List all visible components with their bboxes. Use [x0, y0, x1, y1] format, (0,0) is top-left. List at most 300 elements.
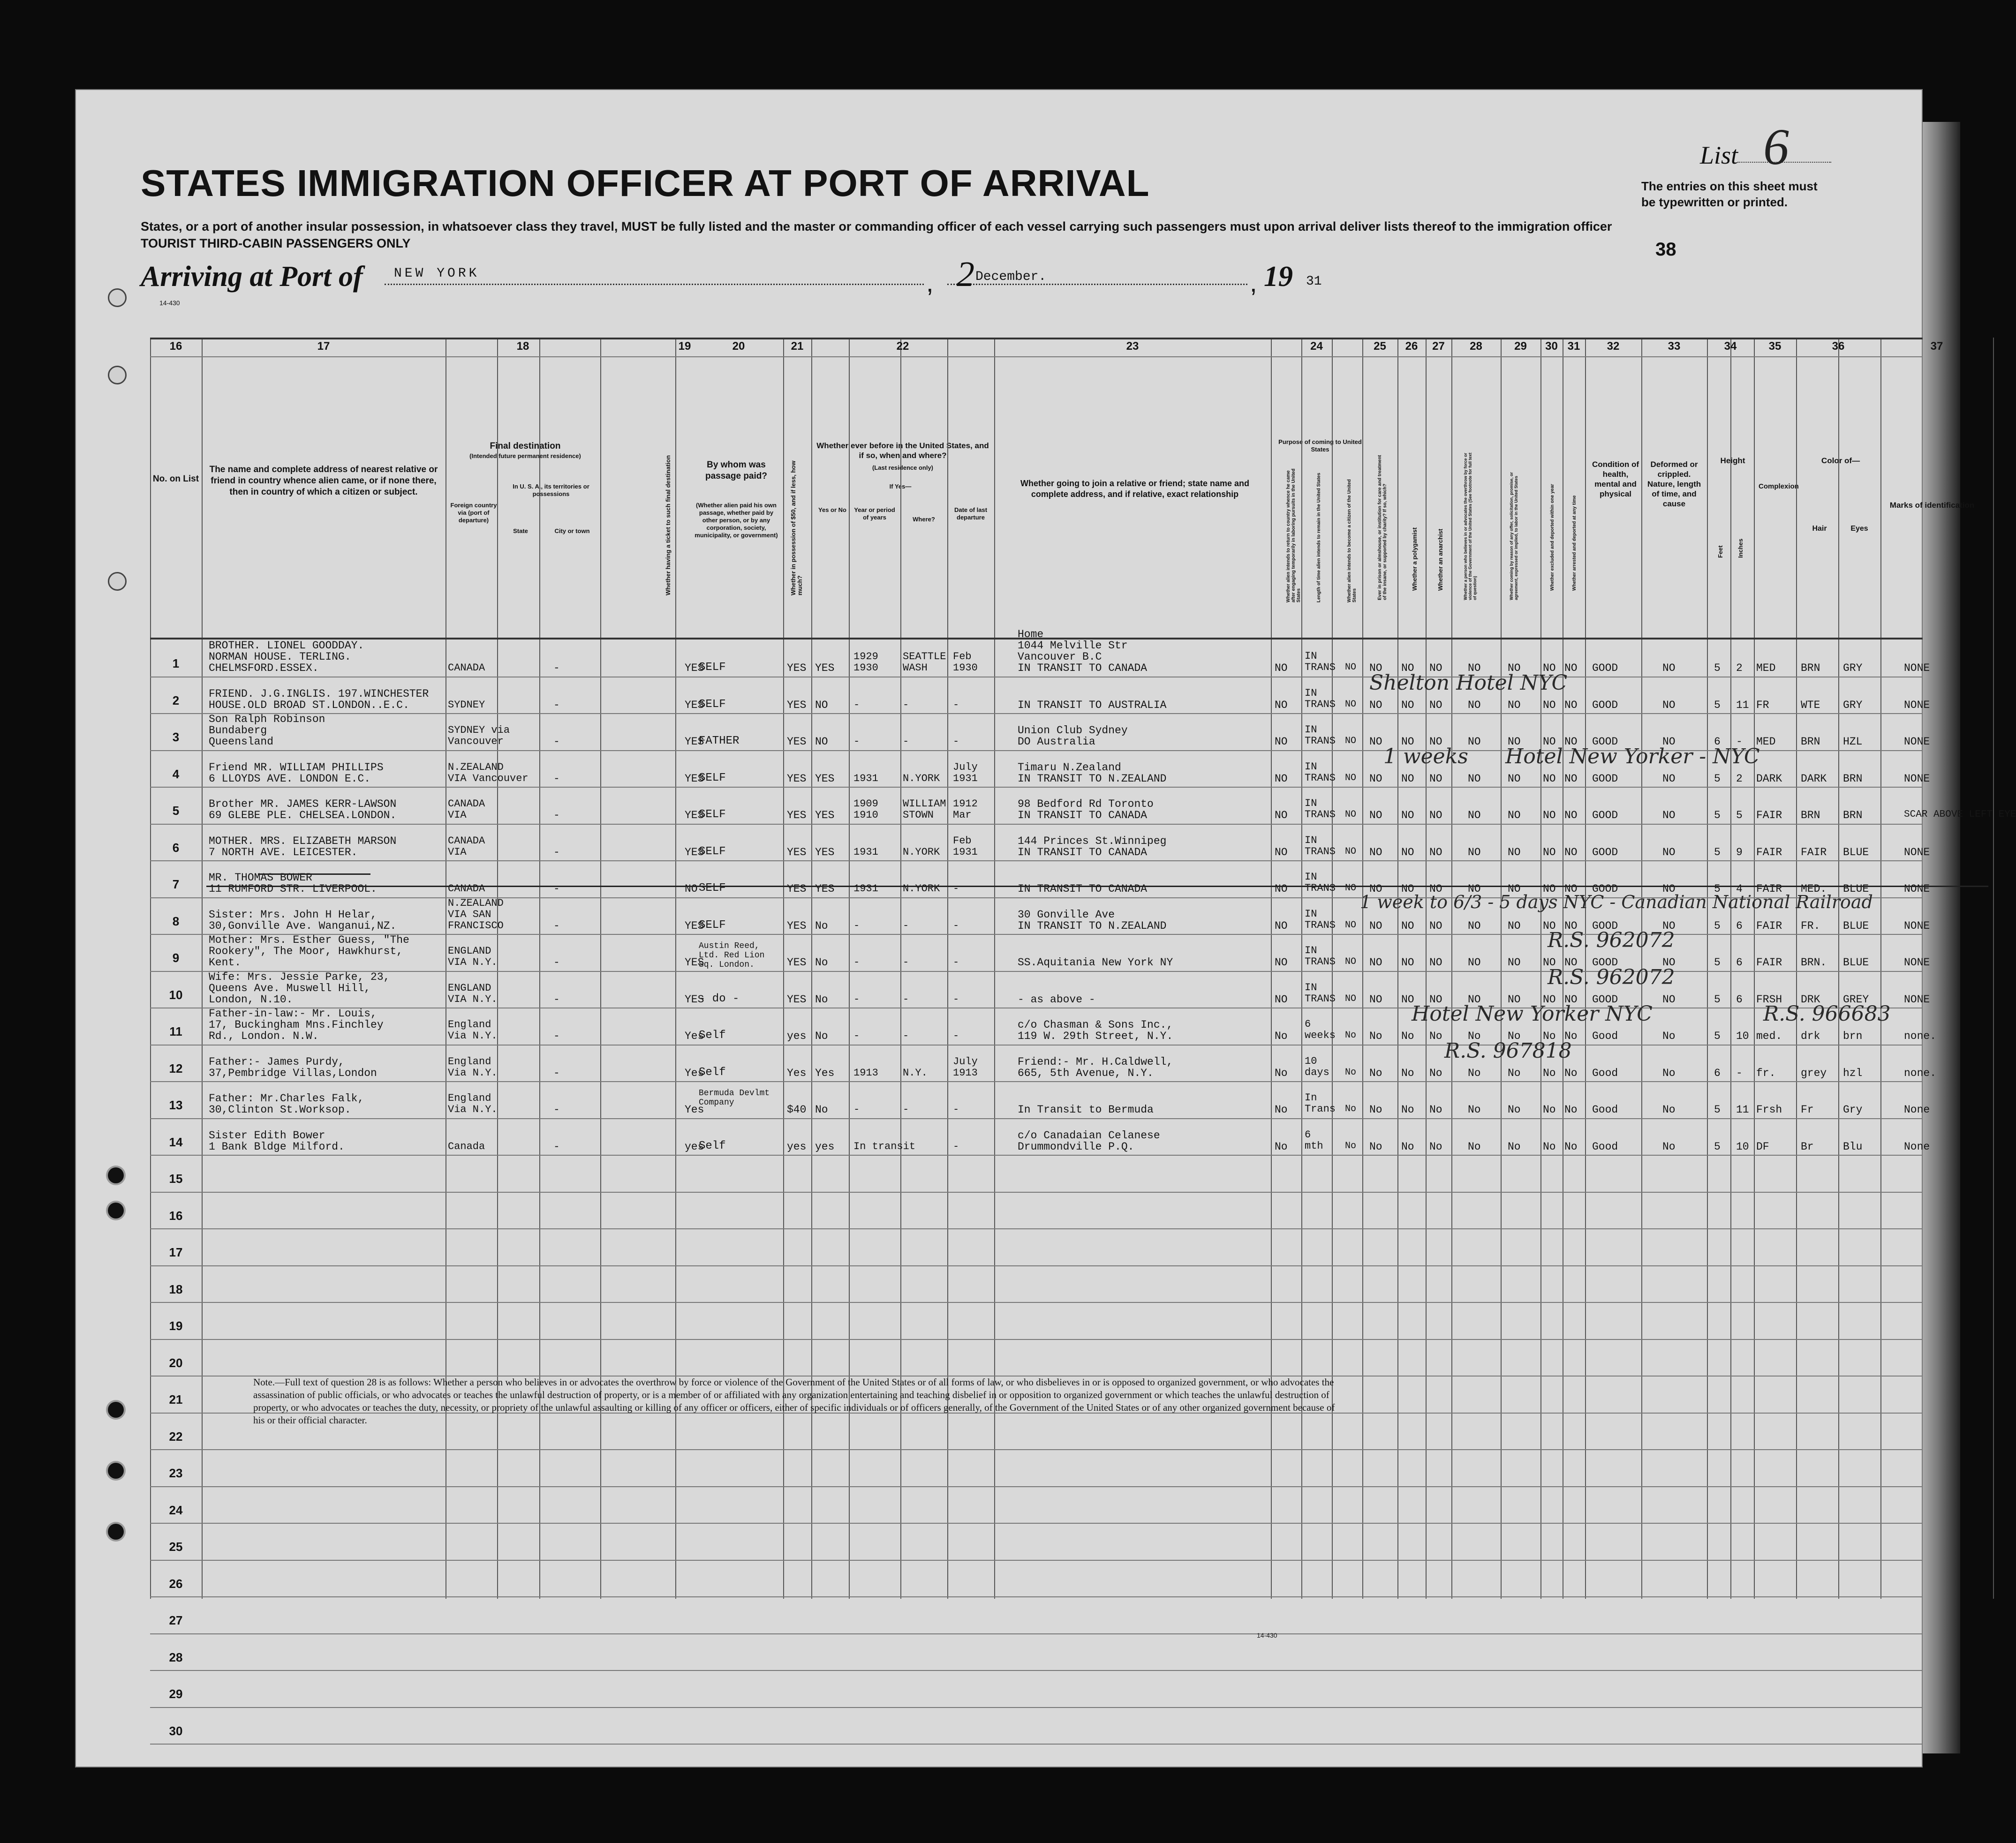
departure-date: 1912: [953, 798, 978, 810]
manifest-page: [75, 89, 2016, 1768]
field-ticket: YES: [685, 846, 704, 858]
field-ticket: YES: [685, 993, 704, 1006]
field-feet: 6: [1714, 1067, 1721, 1079]
join-relative: IN TRANSIT TO AUSTRALIA: [1018, 699, 1167, 711]
field-city: -: [553, 883, 560, 895]
handwritten-annotation: R.S. 962072: [1548, 965, 1675, 989]
field-deformed: No: [1662, 1067, 1676, 1079]
field-c27: No: [1429, 1030, 1442, 1042]
relative-address: Father: Mr.Charles Falk,: [209, 1092, 364, 1105]
row-number: 13: [169, 1098, 183, 1112]
length-of-stay: IN TRANS: [1305, 945, 1336, 968]
departure-date: -: [953, 919, 959, 932]
field-citizen: NO: [1345, 809, 1357, 820]
relative-address: Mother: Mrs. Esther Guess, "The: [209, 934, 409, 946]
previous-years: -: [853, 993, 860, 1005]
previous-years: -: [853, 1104, 860, 1115]
field-feet: 5: [1714, 772, 1721, 785]
field-complexion: FAIR: [1756, 883, 1782, 895]
field-hair: grey: [1801, 1067, 1827, 1079]
previous-years: -: [853, 956, 860, 968]
passage-paid: SELF: [699, 808, 726, 821]
field-eyes: BRN: [1843, 772, 1863, 785]
foreign-destination: CANADA: [448, 798, 485, 810]
field-c29: NO: [1508, 772, 1521, 785]
foreign-destination: N.ZEALAND: [448, 761, 504, 773]
field-c28: NO: [1468, 809, 1481, 821]
join-relative: Union Club Sydney: [1018, 724, 1128, 737]
field-c29: No: [1508, 1104, 1521, 1116]
previous-years: 1910: [853, 809, 878, 821]
foreign-destination: VIA: [448, 846, 467, 858]
column-number: 24: [1310, 340, 1323, 353]
relative-address: 37,Pembridge Villas,London: [209, 1067, 377, 1079]
field-c28: NO: [1468, 699, 1481, 711]
field-c28: NO: [1468, 993, 1481, 1006]
field-health: GOOD: [1592, 662, 1618, 674]
field-hair: FR.: [1801, 919, 1820, 932]
field-marks: NONE: [1904, 919, 1930, 932]
field-c27: NO: [1429, 883, 1442, 895]
field-citizen: No: [1345, 1104, 1357, 1114]
punch-hole: [108, 572, 127, 591]
field-marks: SCAR ABOVE LEFT EYE: [1904, 809, 2016, 820]
field-health: GOOD: [1592, 956, 1618, 969]
length-of-stay: 10 days: [1305, 1055, 1329, 1078]
field-hair: BRN.: [1801, 956, 1827, 969]
passage-paid: Self: [699, 1139, 726, 1152]
column-rule: [1362, 338, 1363, 1599]
list-number: 6: [1763, 118, 1789, 175]
column-number: 17: [317, 340, 330, 353]
field-c26: NO: [1401, 662, 1414, 674]
field-hair: BRN: [1801, 662, 1820, 674]
field-health: GOOD: [1592, 919, 1618, 932]
join-relative: Timaru N.Zealand: [1018, 761, 1121, 774]
field-marks: NONE: [1904, 956, 1930, 969]
column-number: 28: [1470, 340, 1482, 353]
foreign-destination: CANADA: [448, 883, 485, 895]
join-relative: IN TRANSIT TO N.ZEALAND: [1018, 919, 1167, 932]
foreign-destination: ENGLAND: [448, 982, 491, 994]
year-prefix: 19: [1264, 261, 1293, 293]
field-ret: NO: [1275, 699, 1288, 711]
field-c25: NO: [1369, 919, 1382, 932]
field-c28: No: [1468, 1104, 1481, 1116]
column-number: 35: [1768, 340, 1782, 353]
field-marks: NONE: [1904, 772, 1930, 785]
field-eyes: GREY: [1843, 993, 1869, 1006]
previous-where: -: [903, 1104, 909, 1115]
relative-address: 6 LLOYDS AVE. LONDON E.C.: [209, 772, 371, 785]
field-c25: NO: [1369, 956, 1382, 969]
passage-paid: SELF: [699, 882, 726, 895]
relative-address: Son Ralph Robinson: [209, 713, 325, 725]
header-departure-date: Date of last departure: [954, 506, 988, 521]
column-number: 32: [1607, 340, 1620, 353]
join-relative: IN TRANSIT TO CANADA: [1018, 883, 1148, 895]
field-c28: No: [1468, 1067, 1481, 1079]
row-number: 25: [169, 1540, 183, 1554]
row-number: 6: [172, 840, 180, 855]
column-rule: [150, 338, 151, 1599]
join-relative: Home: [1018, 628, 1044, 640]
previous-where: N.YORK: [903, 883, 940, 895]
field-citizen: No: [1345, 1030, 1357, 1041]
row-number: 22: [169, 1429, 183, 1444]
previous-years: In transit: [853, 1140, 916, 1152]
field-feet: 5: [1714, 883, 1721, 895]
previous-where: N.Y.: [903, 1067, 928, 1079]
form-subtitle: [141, 218, 1669, 252]
foreign-destination: ENGLAND: [448, 945, 491, 957]
row-rule: [150, 787, 1923, 788]
field-health: GOOD: [1592, 809, 1618, 821]
field-inches: 6: [1736, 956, 1743, 969]
field-complexion: DARK: [1756, 772, 1782, 785]
field-complexion: MED: [1756, 736, 1776, 748]
field-city: -: [553, 1140, 560, 1153]
row-number: 8: [172, 914, 180, 928]
row-rule: [150, 1192, 1923, 1193]
field-inches: 11: [1736, 1104, 1749, 1116]
row-rule: [150, 1081, 1923, 1082]
column-number: 26: [1405, 340, 1418, 353]
column-rule: [1730, 338, 1731, 1599]
field-hair: FAIR: [1801, 846, 1827, 858]
field-money: YES: [787, 993, 807, 1006]
field-ticket: Yes: [685, 1067, 704, 1079]
row-number: 23: [169, 1466, 183, 1480]
header-anarchist: Whether an anarchist: [1437, 528, 1444, 591]
foreign-destination: CANADA: [448, 835, 485, 847]
field-c25: NO: [1369, 809, 1382, 821]
relative-address: Queens Ave. Muswell Hill,: [209, 982, 371, 994]
column-number: 16: [169, 340, 182, 353]
field-eyes: brn: [1843, 1030, 1863, 1042]
row-number: 4: [172, 767, 180, 781]
field-c25: No: [1369, 1030, 1382, 1042]
foreign-destination: VIA Vancouver: [448, 772, 529, 784]
strike-through-row-7: [206, 886, 1988, 887]
field-deformed: NO: [1662, 993, 1676, 1006]
length-of-stay: IN TRANS: [1305, 650, 1336, 673]
row-number: 10: [169, 987, 183, 1002]
field-hair: BRN: [1801, 736, 1820, 748]
row-rule: [150, 1302, 1923, 1303]
column-rule: [1451, 338, 1452, 1599]
handwritten-annotation: Hotel New Yorker NYC: [1412, 1002, 1653, 1026]
field-c29: NO: [1508, 846, 1521, 858]
header-passage-paid-sub: (Whether alien paid his own passage, whether paid by other person, or by any corporation, society, municipality, or government): [695, 502, 778, 539]
form-title: STATES IMMIGRATION OFFICER AT PORT OF ARRIVAL: [141, 162, 1150, 204]
field-ticket: NO: [685, 883, 698, 895]
departure-date: 1913: [953, 1067, 978, 1079]
handwritten-annotation: 1 week to 6/3 - 5 days NYC - Canadian National Railroad: [1360, 891, 1873, 912]
header-inches: Inches: [1737, 538, 1744, 558]
join-relative: Friend:- Mr. H.Caldwell,: [1018, 1055, 1173, 1068]
field-c26: NO: [1401, 956, 1414, 969]
length-of-stay: 6 weeks: [1305, 1018, 1336, 1041]
join-relative: Drummondville P.Q.: [1018, 1140, 1134, 1153]
field-citizen: NO: [1345, 956, 1357, 967]
previous-years: 1931: [853, 772, 878, 784]
previous-where: WASH: [903, 662, 928, 674]
field-c30: NO: [1543, 883, 1556, 895]
field-hair: Br: [1801, 1140, 1814, 1153]
field-money: YES: [787, 699, 807, 711]
header-before-in-us: Whether ever before in the United States, and if so, when and where?: [816, 441, 989, 460]
join-relative: SS.Aquitania New York NY: [1018, 956, 1173, 969]
field-c31: NO: [1564, 956, 1578, 969]
footnote: Note.—Full text of question 28 is as follows: Whether a person who believes in or advocates the overthrow by force or violence of the Government of the United States or of all forms of law, or who disbelieves in or is opposed to organized government, or who advocates the assassination of public officials, or who advocates or teaches the unlawful destruction of property, or is a member of or affiliated with any organization entertaining and teaching disbelief in or opposition to organized government or which teaches the unlawful destruction of property, or who advocates or teaches the duty, necessity, or propriety of the unlawful assaulting or killing of any officer or officers, either of specific individuals or of officers generally, of the Government of the United States or of any other organized government because of his or their official character.: [253, 1377, 1335, 1426]
field-city: -: [553, 993, 560, 1006]
column-number: 30: [1545, 340, 1558, 353]
relative-address: Father:- James Purdy,: [209, 1055, 345, 1068]
column-rule: [1426, 338, 1427, 1599]
field-c31: NO: [1564, 736, 1578, 748]
foreign-destination: England: [448, 1055, 491, 1068]
field-before: YES: [815, 662, 835, 674]
column-number: 23: [1126, 340, 1139, 353]
field-c26: NO: [1401, 736, 1414, 748]
previous-where: -: [903, 1030, 909, 1042]
join-relative: c/o Canadaian Celanese: [1018, 1129, 1160, 1142]
field-before: No: [815, 956, 828, 969]
relative-address: 7 NORTH AVE. LEICESTER.: [209, 846, 358, 858]
field-money: YES: [787, 883, 807, 895]
column-number: 21: [791, 340, 804, 353]
relative-address: Wife: Mrs. Jessie Parke, 23,: [209, 970, 390, 983]
field-c27: No: [1429, 1104, 1442, 1116]
field-health: Good: [1592, 1140, 1618, 1153]
field-complexion: DF: [1756, 1140, 1769, 1153]
row-rule: [150, 1670, 1923, 1671]
field-eyes: HZL: [1843, 736, 1863, 748]
row-number: 19: [169, 1319, 183, 1333]
field-citizen: NO: [1345, 736, 1357, 746]
header-purpose: Purpose of coming to United States: [1278, 438, 1362, 453]
column-rule: [1397, 338, 1398, 1599]
previous-years: 1930: [853, 662, 878, 674]
field-ret: NO: [1275, 809, 1288, 821]
handwritten-annotation: R.S. 967818: [1444, 1038, 1572, 1063]
relative-address: 30,Gonville Ave. Wanganui,NZ.: [209, 919, 397, 932]
field-money: YES: [787, 809, 807, 821]
field-before: YES: [815, 772, 835, 785]
field-c30: NO: [1543, 956, 1556, 969]
field-ret: No: [1275, 1030, 1288, 1042]
field-ticket: Yes: [685, 1030, 704, 1042]
departure-date: 1930: [953, 662, 978, 674]
field-c26: NO: [1401, 919, 1414, 932]
field-before: yes: [815, 1140, 835, 1153]
field-before: NO: [815, 736, 828, 748]
join-relative: 30 Gonville Ave: [1018, 908, 1115, 921]
header-deported: Whether arrested and deported at any time: [1572, 495, 1577, 591]
field-eyes: BLUE: [1843, 919, 1869, 932]
join-relative: 1044 Melville Str: [1018, 639, 1128, 652]
field-feet: 5: [1714, 1104, 1721, 1116]
departure-date: Feb: [953, 651, 972, 662]
foreign-destination: N.ZEALAND: [448, 897, 504, 909]
field-c27: NO: [1429, 919, 1442, 932]
field-money: YES: [787, 919, 807, 932]
field-feet: 5: [1714, 956, 1721, 969]
field-hair: WTE: [1801, 699, 1820, 711]
field-citizen: No: [1345, 1067, 1357, 1078]
column-number: 31: [1567, 340, 1580, 353]
previous-years: -: [853, 736, 860, 747]
previous-where: -: [903, 956, 909, 968]
field-citizen: NO: [1345, 772, 1357, 783]
header-rule: [150, 356, 1923, 357]
relative-address: 1 Bank Bldge Milford.: [209, 1140, 345, 1153]
punch-hole: [108, 1524, 124, 1540]
field-c31: NO: [1564, 919, 1578, 932]
passage-paid: SELF: [699, 661, 726, 674]
relative-address: 69 GLEBE PLE. CHELSEA.LONDON.: [209, 809, 397, 821]
header-excluded: Whether excluded and deported within one year: [1550, 484, 1555, 591]
field-marks: none.: [1904, 1067, 1937, 1079]
relative-address: Friend MR. WILLIAM PHILLIPS: [209, 761, 384, 774]
field-c26: NO: [1401, 809, 1414, 821]
length-of-stay: IN TRANS: [1305, 687, 1336, 710]
passage-paid: SELF: [699, 698, 726, 711]
passage-paid: SELF: [699, 918, 726, 932]
field-inches: -: [1736, 736, 1743, 748]
row-number: 3: [172, 730, 180, 744]
departure-date: -: [953, 993, 959, 1005]
field-feet: 5: [1714, 993, 1721, 1006]
field-complexion: FAIR: [1756, 919, 1782, 932]
field-ticket: YES: [685, 736, 704, 748]
field-feet: 5: [1714, 919, 1721, 932]
previous-years: 1929: [853, 651, 878, 662]
field-c25: NO: [1369, 883, 1382, 895]
field-feet: 5: [1714, 1140, 1721, 1153]
field-c30: NO: [1543, 993, 1556, 1006]
field-c31: No: [1564, 1030, 1578, 1042]
field-c29: No: [1508, 1140, 1521, 1153]
row-number: 26: [169, 1576, 183, 1591]
row-number: 18: [169, 1282, 183, 1296]
header-state: State: [513, 527, 528, 534]
join-relative: IN TRANSIT TO CANADA: [1018, 662, 1148, 674]
field-eyes: BRN: [1843, 809, 1863, 821]
previous-where: -: [903, 699, 909, 711]
handwritten-annotation: R.S. 962072: [1548, 928, 1675, 952]
field-deformed: NO: [1662, 772, 1676, 785]
row-rule: [150, 1523, 1923, 1524]
length-of-stay: IN TRANS: [1305, 724, 1336, 747]
field-c29: NO: [1508, 956, 1521, 969]
relative-address: London, N.10.: [209, 993, 293, 1006]
port-value: NEW YORK: [394, 266, 480, 281]
header-question-28: Whether a person who believes in or advocates the overthrow by force or violence of the Government of the United States (See footnote for full text of question): [1463, 452, 1477, 600]
join-relative: IN TRANSIT TO N.ZEALAND: [1018, 772, 1167, 785]
punch-hole: [108, 366, 127, 384]
length-of-stay: IN TRANS: [1305, 981, 1336, 1005]
field-eyes: GRY: [1843, 699, 1863, 711]
field-complexion: fr.: [1756, 1067, 1776, 1079]
field-money: yes: [787, 1030, 807, 1042]
header-where: Where?: [913, 516, 935, 523]
punch-hole: [108, 1402, 124, 1418]
length-of-stay: IN TRANS: [1305, 908, 1336, 931]
departure-date: July: [953, 761, 978, 773]
row-rule: [150, 1486, 1923, 1487]
column-number: 37: [1930, 340, 1943, 353]
relative-address: Rookery", The Moor, Hawkhurst,: [209, 945, 403, 957]
field-citizen: NO: [1345, 883, 1357, 894]
field-c28: NO: [1468, 846, 1481, 858]
column-number: 25: [1374, 340, 1386, 353]
field-before: Yes: [815, 1067, 835, 1079]
field-citizen: NO: [1345, 846, 1357, 857]
field-c31: NO: [1564, 699, 1578, 711]
row-rule: [150, 1633, 1923, 1634]
column-number: 18: [516, 340, 529, 353]
column-number: 20: [732, 340, 745, 353]
field-hair: drk: [1801, 1030, 1820, 1042]
passenger-class: TOURIST THIRD-CABIN PASSENGERS ONLY: [141, 236, 411, 250]
row-number: 7: [172, 877, 180, 891]
field-c30: NO: [1543, 846, 1556, 858]
punch-hole: [108, 1203, 124, 1219]
field-c27: No: [1429, 1140, 1442, 1153]
row-number: 14: [169, 1135, 183, 1149]
departure-date: Feb: [953, 835, 972, 847]
previous-years: -: [853, 1030, 860, 1042]
length-of-stay: IN TRANS: [1305, 834, 1336, 858]
field-money: YES: [787, 736, 807, 748]
field-c30: NO: [1543, 662, 1556, 674]
port-underline: [385, 284, 924, 285]
header-eyes: Eyes: [1850, 525, 1868, 533]
previous-years: 1931: [853, 846, 878, 858]
field-citizen: No: [1345, 1140, 1357, 1151]
field-health: Good: [1592, 1030, 1618, 1042]
departure-date: -: [953, 1104, 959, 1115]
field-marks: none.: [1904, 1030, 1937, 1042]
field-c27: NO: [1429, 699, 1442, 711]
field-money: YES: [787, 956, 807, 969]
field-c29: NO: [1508, 919, 1521, 932]
field-ticket: YES: [685, 809, 704, 821]
field-c25: NO: [1369, 662, 1382, 674]
field-c31: NO: [1564, 772, 1578, 785]
field-deformed: NO: [1662, 846, 1676, 858]
header-before-sub: (Last residence only): [872, 464, 934, 471]
header-prison: Ever in prison or almshouse, or institution for care and treatment of the insane, or supported by charity? If so, which?: [1377, 455, 1388, 600]
join-relative: 98 Bedford Rd Toronto: [1018, 798, 1154, 810]
column-rule: [1540, 338, 1541, 1599]
field-deformed: NO: [1662, 883, 1676, 895]
field-inches: 6: [1736, 919, 1743, 932]
field-feet: 6: [1714, 736, 1721, 748]
comma: ,: [926, 268, 934, 297]
header-color: Color of—: [1821, 456, 1860, 465]
header-final-destination: Final destination: [490, 441, 561, 451]
field-before: NO: [815, 699, 828, 711]
field-c29: NO: [1508, 883, 1521, 895]
relative-address: BROTHER. LIONEL GOODDAY.: [209, 639, 364, 652]
length-of-stay: In Trans: [1305, 1092, 1336, 1115]
form-code-footer: 14-430: [1257, 1632, 1277, 1639]
join-relative: DO Australia: [1018, 736, 1095, 748]
field-money: $40: [787, 1104, 807, 1116]
